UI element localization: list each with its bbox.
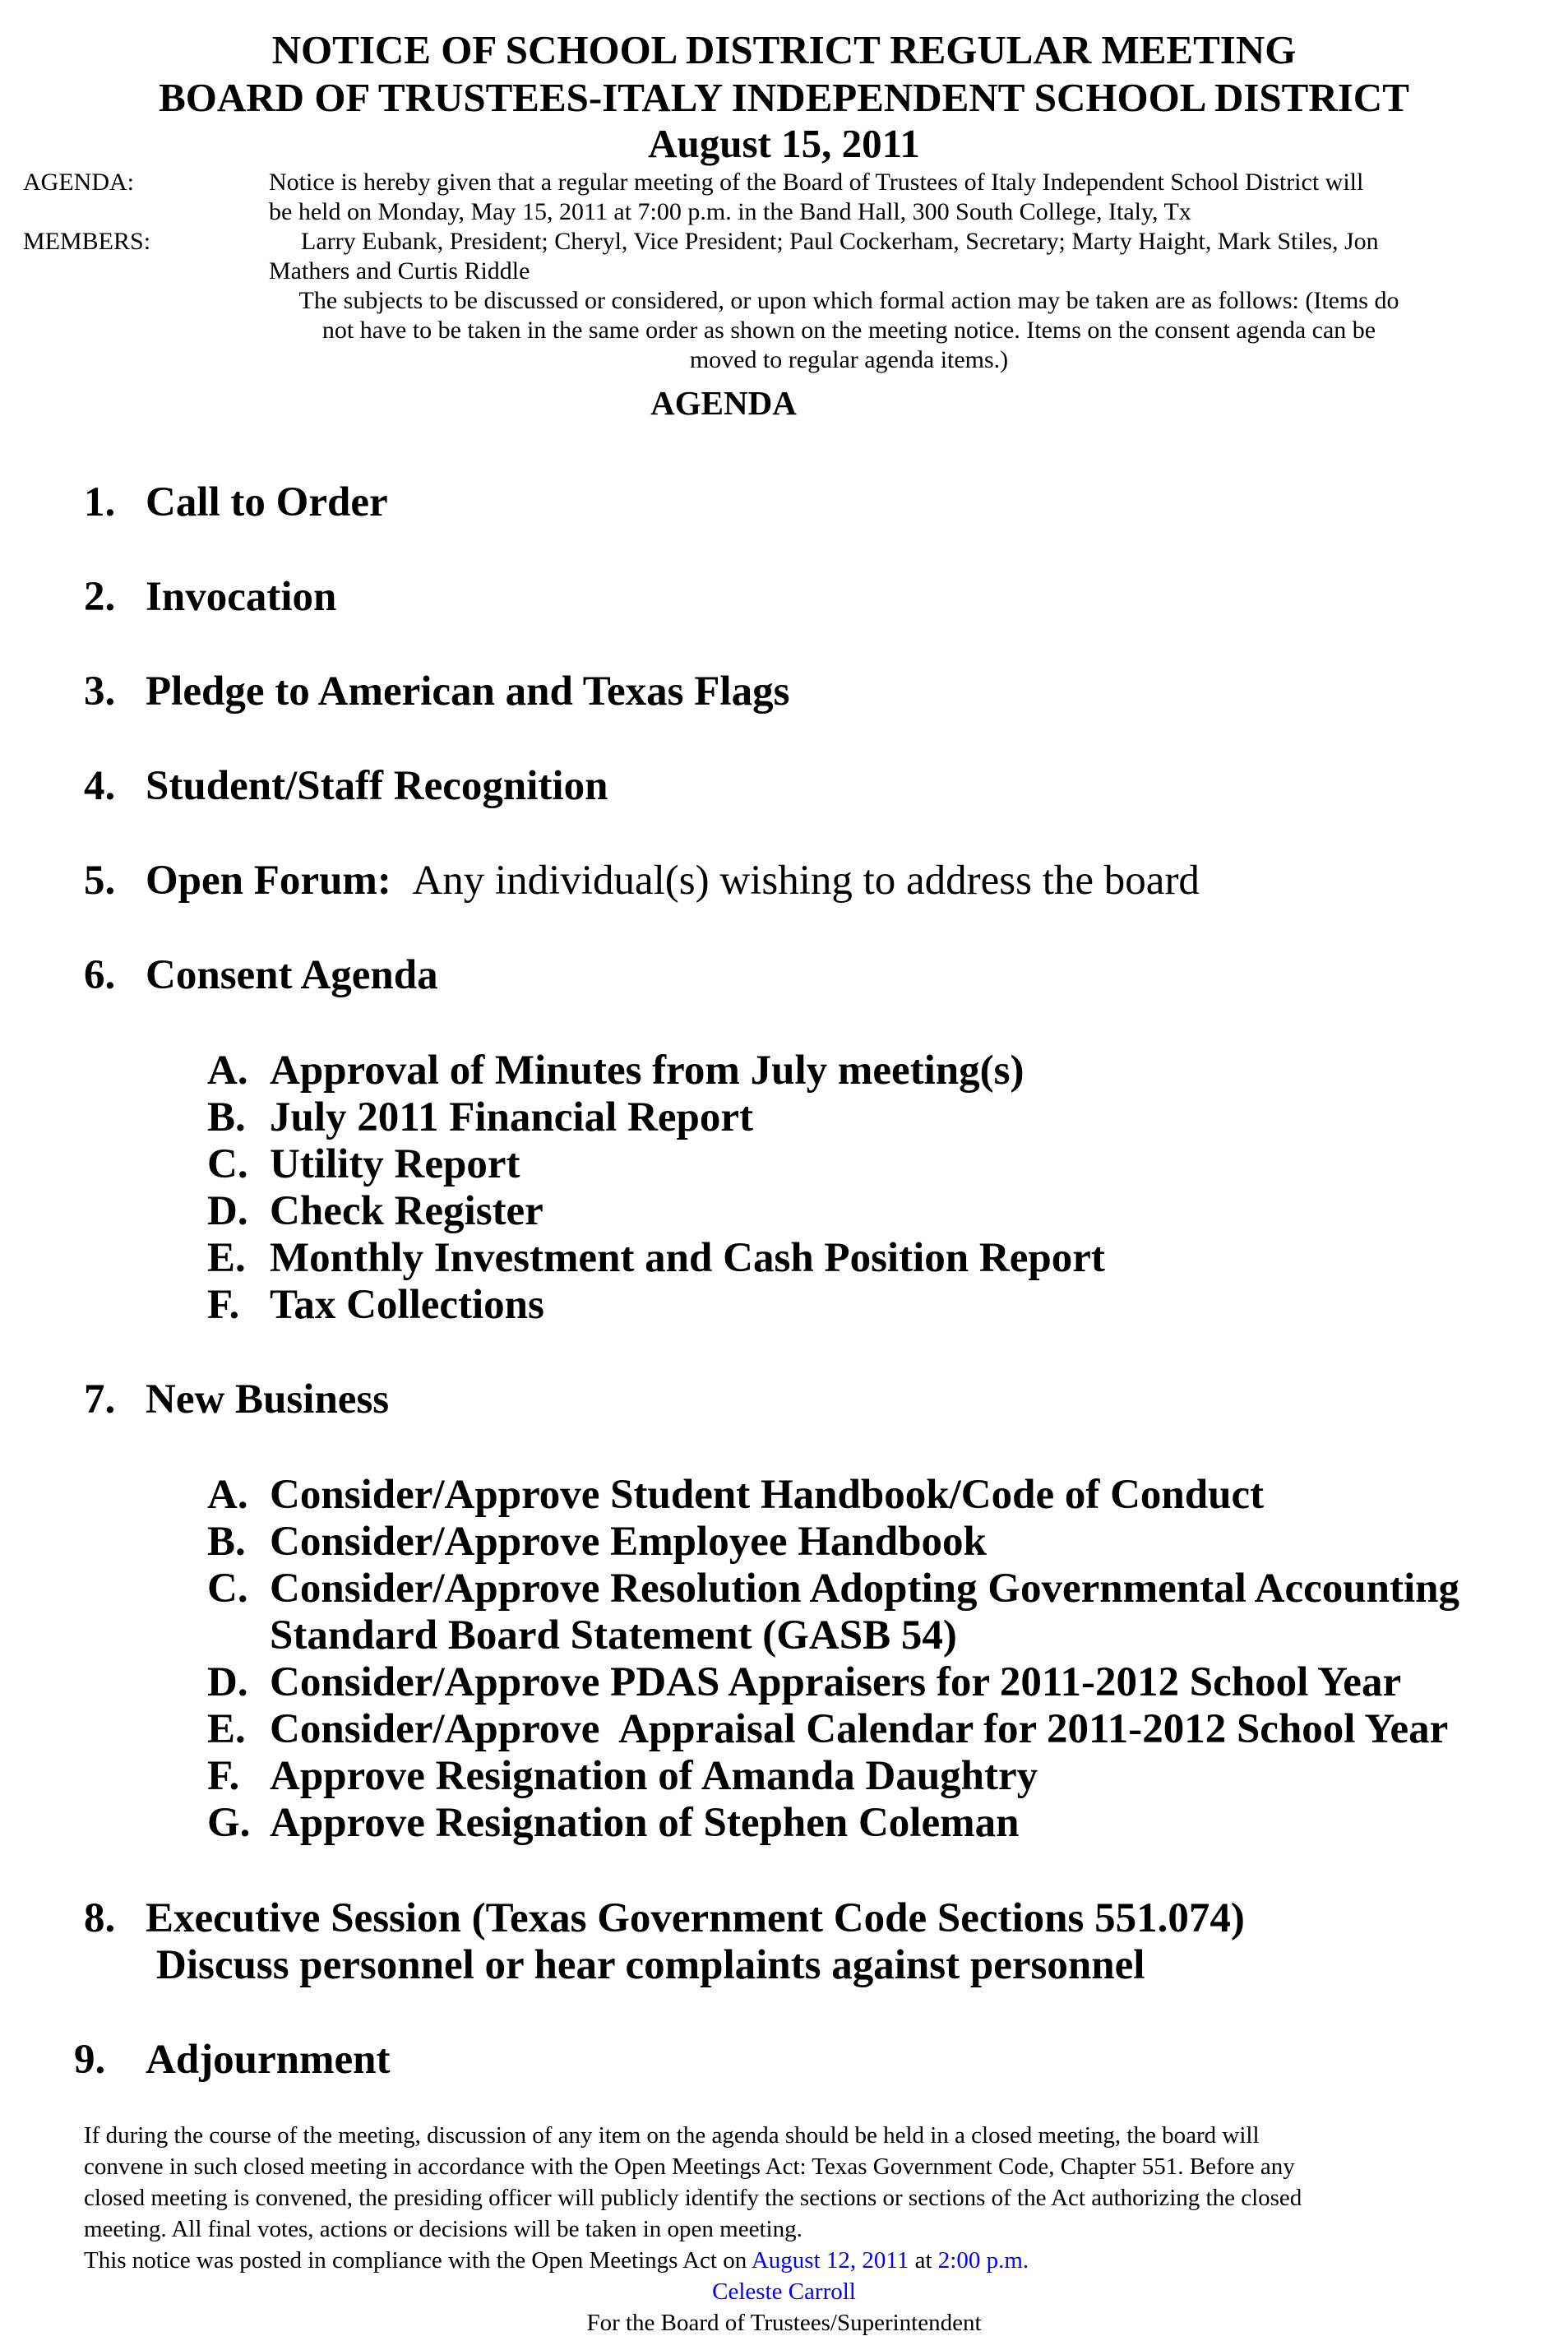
members-line1: Larry Eubank, President; Cheryl, Vice President; Paul Cockerham, Secretary; Marty Haight, Mark Stiles, Jon — [301, 228, 1379, 255]
item-label: Executive Session (Texas Government Code Sections 551.074) — [146, 1895, 1245, 1941]
subitem-letter: E. — [207, 1706, 246, 1752]
subitem-label: Utility Report — [270, 1141, 520, 1187]
subitem-letter: B. — [207, 1094, 246, 1140]
members-line2: Mathers and Curtis Riddle — [269, 257, 530, 284]
members-label: MEMBERS: — [23, 228, 151, 255]
item-number: 8. — [84, 1895, 116, 1941]
agenda-notice-line2: be held on Monday, May 15, 2011 at 7:00 p.m. in the Band Hall, 300 South College, Italy, Tx — [269, 198, 1191, 225]
subitem-label: Monthly Investment and Cash Position Report — [270, 1235, 1105, 1281]
item-number: 7. — [84, 1376, 116, 1422]
subitem-label: Consider/Approve Resolution Adopting Governmental Accounting — [270, 1566, 1460, 1612]
subitem-label: Consider/Approve Employee Handbook — [270, 1519, 987, 1565]
item-label: Open Forum: — [146, 858, 391, 904]
item-detail: Any individual(s) wishing to address the board — [412, 858, 1200, 904]
subitem-label-continued: Standard Board Statement (GASB 54) — [270, 1612, 957, 1658]
subjects-line3: moved to regular agenda items.) — [689, 346, 1009, 373]
executive-session-detail: Discuss personnel or hear complaints against personnel — [156, 1942, 1145, 1988]
item-label: Call to Order — [146, 479, 388, 525]
subitem-letter: C. — [207, 1566, 248, 1612]
document-title-line1: NOTICE OF SCHOOL DISTRICT REGULAR MEETING — [271, 27, 1297, 72]
subitem-letter: D. — [207, 1188, 248, 1234]
posted-time: 2:00 p.m. — [937, 2247, 1029, 2274]
item-label: Pledge to American and Texas Flags — [146, 668, 790, 715]
meeting-date: August 15, 2011 — [648, 121, 920, 166]
item-number: 2. — [84, 574, 116, 620]
subitem-letter: A. — [207, 1048, 248, 1094]
subitem-letter: B. — [207, 1519, 246, 1565]
item-label: New Business — [146, 1376, 390, 1422]
item-label: Student/Staff Recognition — [146, 763, 608, 809]
document-title-line2: BOARD OF TRUSTEES-ITALY INDEPENDENT SCHOOL DISTRICT — [159, 75, 1409, 120]
posted-date: August 12, 2011 — [751, 2247, 909, 2274]
agenda-notice-line1: Notice is hereby given that a regular meeting of the Board of Trustees of Italy Independent School District will — [269, 169, 1364, 196]
signer-name: Celeste Carroll — [712, 2278, 856, 2305]
agenda-label: AGENDA: — [23, 169, 134, 196]
subitem-label: Approval of Minutes from July meeting(s) — [270, 1048, 1025, 1094]
subitem-label: Check Register — [270, 1188, 543, 1234]
subitem-letter: F. — [207, 1282, 240, 1328]
subitem-label: Consider/Approve Student Handbook/Code of Conduct — [270, 1472, 1265, 1518]
subitem-label: Consider/Approve PDAS Appraisers for 2011-2012 School Year — [270, 1659, 1402, 1705]
footer-line3: closed meeting is convened, the presiding officer will publicly identify the sections or sections of the Act authorizing the closed — [84, 2185, 1302, 2211]
subitem-letter: F. — [207, 1753, 240, 1799]
posted-prefix: This notice was posted in compliance with the Open Meetings Act on — [84, 2247, 752, 2274]
item-label: Consent Agenda — [146, 952, 438, 998]
item-label: Invocation — [146, 574, 337, 620]
item-label-group — [146, 860, 1200, 902]
subitem-label: Consider/Approve Appraisal Calendar for 2011-2012 School Year — [270, 1706, 1449, 1752]
agenda-heading: AGENDA — [650, 384, 797, 422]
item-label: Adjournment — [146, 2037, 391, 2083]
footer-line1: If during the course of the meeting, discussion of any item on the agenda should be held in a closed meeting, the board will — [84, 2122, 1260, 2149]
subitem-letter: E. — [207, 1235, 246, 1281]
posted-mid: at — [909, 2247, 938, 2274]
footer-line2: convene in such closed meeting in accordance with the Open Meetings Act: Texas Government Code, Chapter 551. Before any — [84, 2153, 1295, 2180]
item-number: 5. — [84, 858, 116, 904]
subitem-letter: D. — [207, 1659, 248, 1705]
subjects-line2: not have to be taken in the same order as shown on the meeting notice. Items on the consent agenda can be — [321, 317, 1376, 344]
subitem-letter: G. — [207, 1800, 251, 1846]
item-number: 1. — [84, 479, 116, 525]
posted-notice — [84, 2245, 1029, 2276]
subitem-label: July 2011 Financial Report — [270, 1094, 753, 1140]
item-number: 3. — [84, 668, 116, 715]
item-number: 4. — [84, 763, 116, 809]
signer-title: For the Board of Trustees/Superintendent — [586, 2310, 982, 2336]
item-number: 6. — [84, 952, 116, 998]
footer-line4: meeting. All final votes, actions or decisions will be taken in open meeting. — [84, 2216, 803, 2242]
subitem-letter: A. — [207, 1472, 248, 1518]
subitem-label: Approve Resignation of Amanda Daughtry — [270, 1753, 1038, 1799]
item-number: 9. — [74, 2037, 106, 2083]
subitem-label: Approve Resignation of Stephen Coleman — [270, 1800, 1020, 1846]
subitem-letter: C. — [207, 1141, 248, 1187]
subitem-label: Tax Collections — [270, 1282, 544, 1328]
subjects-line1: The subjects to be discussed or considered, or upon which formal action may be taken are as follows: (Items do — [298, 287, 1399, 314]
